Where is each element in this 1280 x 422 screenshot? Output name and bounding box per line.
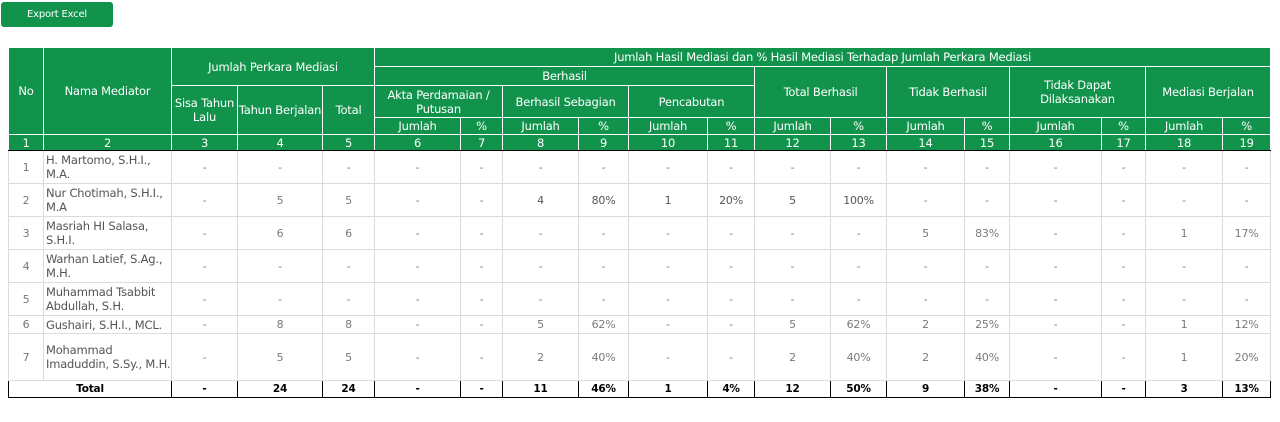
cell: - <box>629 151 708 184</box>
cell: - <box>172 151 238 184</box>
header-mediasi-berjalan: Mediasi Berjalan <box>1146 67 1271 118</box>
cell: - <box>1102 334 1146 381</box>
column-number: 6 <box>375 135 461 151</box>
cell: - <box>238 283 323 316</box>
row-no: 6 <box>9 316 44 334</box>
cell: 17% <box>1223 217 1271 250</box>
cell: - <box>238 151 323 184</box>
row-no: 4 <box>9 250 44 283</box>
cell: - <box>965 283 1010 316</box>
header-jumlah: Jumlah <box>755 118 831 135</box>
cell: 100% <box>831 184 887 217</box>
cell: - <box>755 151 831 184</box>
column-number: 4 <box>238 135 323 151</box>
total-cell: - <box>172 381 238 398</box>
header-jumlah: Jumlah <box>375 118 461 135</box>
cell: - <box>1146 283 1223 316</box>
mediator-name: Gushairi, S.H.I., MCL. <box>44 316 172 334</box>
cell: - <box>172 283 238 316</box>
header-persen: % <box>965 118 1010 135</box>
column-number: 11 <box>708 135 755 151</box>
header-nama-mediator: Nama Mediator <box>44 48 172 135</box>
header-tahun-berjalan: Tahun Berjalan <box>238 86 323 135</box>
column-number: 8 <box>503 135 579 151</box>
cell: - <box>887 283 965 316</box>
cell: - <box>1010 334 1102 381</box>
header-jumlah-hasil: Jumlah Hasil Mediasi dan % Hasil Mediasi Terhadap Jumlah Perkara Mediasi <box>375 48 1271 67</box>
cell: - <box>503 283 579 316</box>
table-row <box>9 151 1271 184</box>
total-cell: - <box>1010 381 1102 398</box>
mediator-name: Muhammad Tsabbit Abdullah, S.H. <box>44 283 172 316</box>
cell: - <box>172 217 238 250</box>
header-total-berhasil: Total Berhasil <box>755 67 887 118</box>
cell: 83% <box>965 217 1010 250</box>
cell: - <box>503 217 579 250</box>
cell: - <box>461 250 503 283</box>
header-jumlah: Jumlah <box>887 118 965 135</box>
cell: - <box>461 184 503 217</box>
cell: - <box>503 151 579 184</box>
header-persen: % <box>1223 118 1271 135</box>
mediator-report-table <box>8 47 1271 398</box>
header-akta: Akta Perdamaian / Putusan <box>375 86 503 118</box>
header-jumlah: Jumlah <box>1146 118 1223 135</box>
column-number: 10 <box>629 135 708 151</box>
cell: - <box>323 151 375 184</box>
header-jumlah-perkara: Jumlah Perkara Mediasi <box>172 48 375 86</box>
cell: 40% <box>965 334 1010 381</box>
cell: 5 <box>887 217 965 250</box>
total-cell: - <box>461 381 503 398</box>
cell: - <box>1223 151 1271 184</box>
total-cell: 13% <box>1223 381 1271 398</box>
cell: 5 <box>323 184 375 217</box>
cell: - <box>755 250 831 283</box>
cell: 20% <box>708 184 755 217</box>
cell: - <box>375 250 461 283</box>
column-number: 2 <box>44 135 172 151</box>
cell: 5 <box>755 316 831 334</box>
header-persen: % <box>1102 118 1146 135</box>
total-cell: - <box>375 381 461 398</box>
cell: - <box>461 283 503 316</box>
header-sisa-tahun-lalu: Sisa Tahun Lalu <box>172 86 238 135</box>
cell: - <box>755 283 831 316</box>
table-row <box>9 250 1271 283</box>
cell: - <box>1010 283 1102 316</box>
cell: - <box>708 217 755 250</box>
cell: - <box>887 184 965 217</box>
cell: - <box>965 250 1010 283</box>
cell: - <box>172 184 238 217</box>
cell: - <box>831 250 887 283</box>
cell: 12% <box>1223 316 1271 334</box>
column-number: 15 <box>965 135 1010 151</box>
cell: 8 <box>238 316 323 334</box>
column-number: 13 <box>831 135 887 151</box>
row-no: 7 <box>9 334 44 381</box>
cell: 5 <box>238 184 323 217</box>
cell: 62% <box>831 316 887 334</box>
cell: - <box>708 334 755 381</box>
cell: 2 <box>503 334 579 381</box>
row-no: 3 <box>9 217 44 250</box>
cell: - <box>238 250 323 283</box>
total-label: Total <box>9 381 172 398</box>
cell: 2 <box>887 334 965 381</box>
header-tidak-berhasil: Tidak Berhasil <box>887 67 1010 118</box>
cell: 1 <box>1146 217 1223 250</box>
cell: 1 <box>629 184 708 217</box>
cell: - <box>965 151 1010 184</box>
cell: - <box>461 316 503 334</box>
cell: - <box>708 151 755 184</box>
cell: - <box>579 217 629 250</box>
column-number: 16 <box>1010 135 1102 151</box>
cell: 62% <box>579 316 629 334</box>
cell: - <box>375 151 461 184</box>
cell: - <box>375 217 461 250</box>
cell: - <box>1010 250 1102 283</box>
header-persen: % <box>708 118 755 135</box>
cell: - <box>629 283 708 316</box>
cell: - <box>375 184 461 217</box>
cell: - <box>579 151 629 184</box>
export-excel-button[interactable]: Export Excel <box>1 2 113 27</box>
cell: 1 <box>1146 334 1223 381</box>
cell: - <box>1102 316 1146 334</box>
total-cell: 24 <box>238 381 323 398</box>
cell: - <box>1010 217 1102 250</box>
cell: - <box>1102 250 1146 283</box>
cell: 80% <box>579 184 629 217</box>
cell: - <box>375 283 461 316</box>
header-tidak-dapat: Tidak Dapat Dilaksanakan <box>1010 67 1146 118</box>
cell: 6 <box>238 217 323 250</box>
cell: 5 <box>323 334 375 381</box>
cell: - <box>1010 151 1102 184</box>
cell: - <box>831 151 887 184</box>
cell: - <box>461 151 503 184</box>
mediator-name: H. Martomo, S.H.I., M.A. <box>44 151 172 184</box>
cell: 40% <box>579 334 629 381</box>
cell: - <box>887 151 965 184</box>
cell: - <box>965 184 1010 217</box>
cell: - <box>831 283 887 316</box>
header-berhasil: Berhasil <box>375 67 755 86</box>
header-jumlah: Jumlah <box>503 118 579 135</box>
cell: - <box>629 217 708 250</box>
column-number: 7 <box>461 135 503 151</box>
column-number: 14 <box>887 135 965 151</box>
column-number: 12 <box>755 135 831 151</box>
header-persen: % <box>461 118 503 135</box>
cell: - <box>708 316 755 334</box>
header-total: Total <box>323 86 375 135</box>
total-cell: 38% <box>965 381 1010 398</box>
header-jumlah: Jumlah <box>629 118 708 135</box>
cell: 4 <box>503 184 579 217</box>
cell: - <box>1146 250 1223 283</box>
cell: - <box>1223 184 1271 217</box>
total-cell: - <box>1102 381 1146 398</box>
cell: - <box>1223 250 1271 283</box>
cell: - <box>375 334 461 381</box>
cell: 5 <box>238 334 323 381</box>
total-cell: 4% <box>708 381 755 398</box>
cell: - <box>1010 184 1102 217</box>
cell: 2 <box>755 334 831 381</box>
cell: - <box>708 283 755 316</box>
cell: 2 <box>887 316 965 334</box>
cell: - <box>323 283 375 316</box>
cell: - <box>1146 151 1223 184</box>
column-number: 9 <box>579 135 629 151</box>
total-cell: 1 <box>629 381 708 398</box>
cell: - <box>375 316 461 334</box>
cell: 20% <box>1223 334 1271 381</box>
total-cell: 24 <box>323 381 375 398</box>
column-number-row <box>9 135 1271 151</box>
total-cell: 9 <box>887 381 965 398</box>
table-row <box>9 217 1271 250</box>
column-number: 18 <box>1146 135 1223 151</box>
column-number: 5 <box>323 135 375 151</box>
cell: - <box>629 334 708 381</box>
cell: - <box>1102 184 1146 217</box>
cell: - <box>579 283 629 316</box>
cell: - <box>172 250 238 283</box>
table-row <box>9 283 1271 316</box>
cell: - <box>172 334 238 381</box>
total-cell: 12 <box>755 381 831 398</box>
header-persen: % <box>831 118 887 135</box>
cell: - <box>755 217 831 250</box>
mediator-name: Mohammad Imaduddin, S.Sy., M.H. <box>44 334 172 381</box>
cell: - <box>461 217 503 250</box>
mediator-name: Nur Chotimah, S.H.I., M.A <box>44 184 172 217</box>
column-number: 19 <box>1223 135 1271 151</box>
mediator-name: Masriah HI Salasa, S.H.I. <box>44 217 172 250</box>
total-row <box>9 381 1271 398</box>
cell: - <box>323 250 375 283</box>
cell: - <box>887 250 965 283</box>
row-no: 5 <box>9 283 44 316</box>
cell: 8 <box>323 316 375 334</box>
cell: - <box>629 316 708 334</box>
total-cell: 46% <box>579 381 629 398</box>
header-no: No <box>9 48 44 135</box>
column-number: 17 <box>1102 135 1146 151</box>
cell: - <box>1146 184 1223 217</box>
cell: 25% <box>965 316 1010 334</box>
cell: 6 <box>323 217 375 250</box>
cell: 5 <box>755 184 831 217</box>
cell: - <box>1223 283 1271 316</box>
header-pencabutan: Pencabutan <box>629 86 755 118</box>
cell: 40% <box>831 334 887 381</box>
cell: - <box>461 334 503 381</box>
cell: 5 <box>503 316 579 334</box>
column-number: 3 <box>172 135 238 151</box>
header-persen: % <box>579 118 629 135</box>
cell: - <box>503 250 579 283</box>
row-no: 1 <box>9 151 44 184</box>
table-row <box>9 316 1271 334</box>
cell: - <box>1102 217 1146 250</box>
cell: - <box>708 250 755 283</box>
header-jumlah: Jumlah <box>1010 118 1102 135</box>
column-number: 1 <box>9 135 44 151</box>
total-cell: 11 <box>503 381 579 398</box>
cell: - <box>1102 283 1146 316</box>
cell: - <box>831 217 887 250</box>
row-no: 2 <box>9 184 44 217</box>
cell: - <box>1010 316 1102 334</box>
total-cell: 50% <box>831 381 887 398</box>
header-berhasil-sebagian: Berhasil Sebagian <box>503 86 629 118</box>
table-row <box>9 184 1271 217</box>
table-row <box>9 334 1271 381</box>
cell: - <box>629 250 708 283</box>
cell: - <box>172 316 238 334</box>
cell: - <box>1102 151 1146 184</box>
mediator-name: Warhan Latief, S.Ag., M.H. <box>44 250 172 283</box>
cell: - <box>579 250 629 283</box>
cell: 1 <box>1146 316 1223 334</box>
total-cell: 3 <box>1146 381 1223 398</box>
